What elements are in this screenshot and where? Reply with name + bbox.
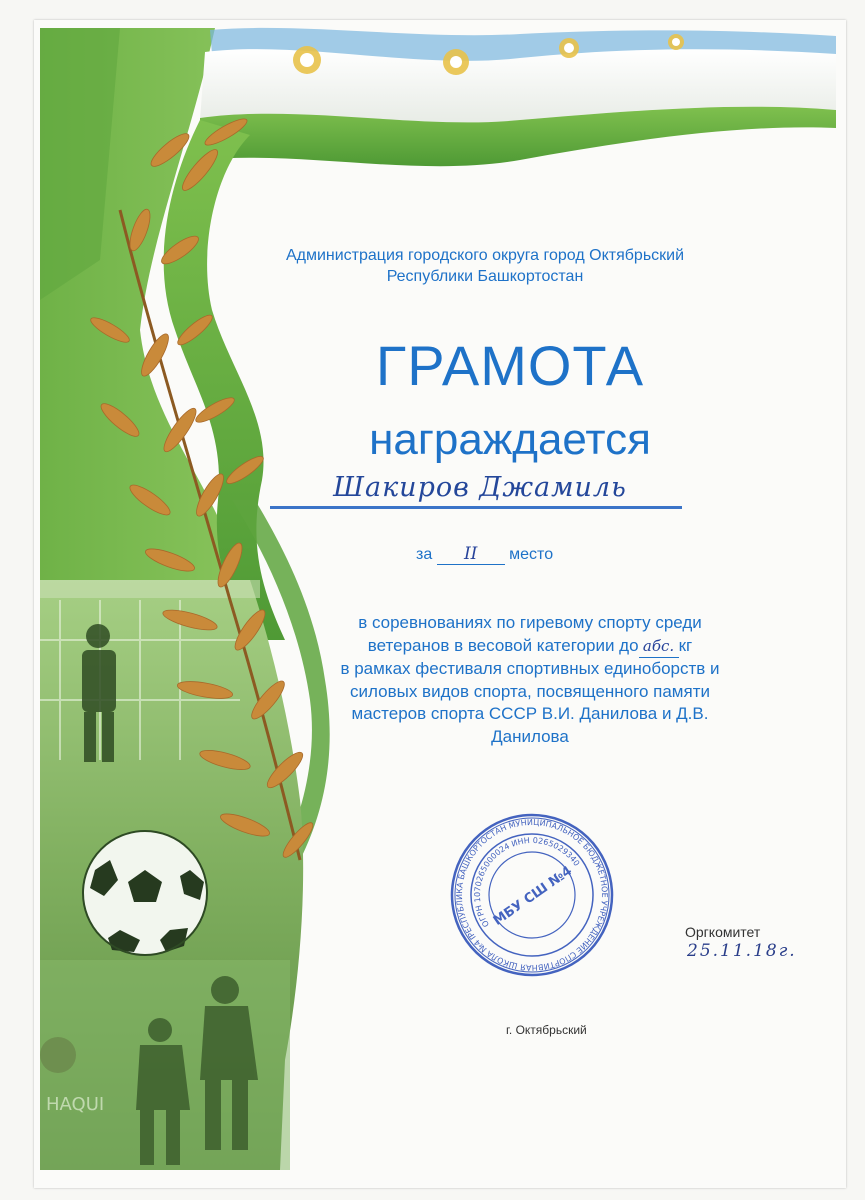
stamp-center-text: МБУ СШ №4 [490,863,575,929]
issuer-line-2: Республики Башкортостан [386,268,584,285]
place-value: II [437,544,505,565]
soccer-ball-image [83,831,207,955]
stamp-outer-text: РЕСПУБЛИКА БАШКОРТОСТАН МУНИЦИПАЛЬНОЕ БЮДЖЕТНОЕ УЧРЕЖДЕНИЕ СПОРТИВНАЯ ШКОЛА №4 ГОРОДСКОГО [454,817,610,973]
place-suffix: место [509,546,554,563]
flag-band [200,28,836,166]
official-stamp [448,811,616,979]
place-prefix: за [416,546,433,563]
award-description [300,612,760,748]
recipient-name: Шакиров Джамиль [333,472,627,503]
stamp-inner-text: ОГРН 1070265000024 ИНН 0265029340 [472,835,582,929]
description-line-1: в соревнованиях по гиревому спорту среди [358,613,702,632]
weight-category-value: абс. [639,635,679,659]
awarded-heading: награждается [369,415,651,464]
description-line-2-suffix: кг [678,635,693,655]
sports-photo-collage [40,580,303,1170]
issuer-administration [230,245,740,287]
description-line-2 [300,635,760,659]
issuer-line-1: Администрация городского округа город Октябрьский [285,247,685,264]
description-line-4: силовых видов спорта, посвященного памяти [350,681,710,701]
city-label: г. Октябрьский [506,1023,587,1037]
recipient-underline [270,506,682,509]
signature-date: 25.11.18г. [687,941,797,961]
description-line-6: Данилова [491,726,569,746]
organizer-label: Оргкомитет [685,924,761,940]
description-line-5: мастеров спорта СССР В.И. Данилова и Д.В. [351,704,709,723]
description-line-2-prefix: ветеранов в весовой категории до [367,635,639,655]
place-row [416,544,553,565]
document-title: ГРАМОТА [375,334,645,397]
description-line-3: в рамках фестиваля спортивных единоборств и [340,659,720,678]
svg-text:HAQUI: HAQUI [46,1094,105,1115]
